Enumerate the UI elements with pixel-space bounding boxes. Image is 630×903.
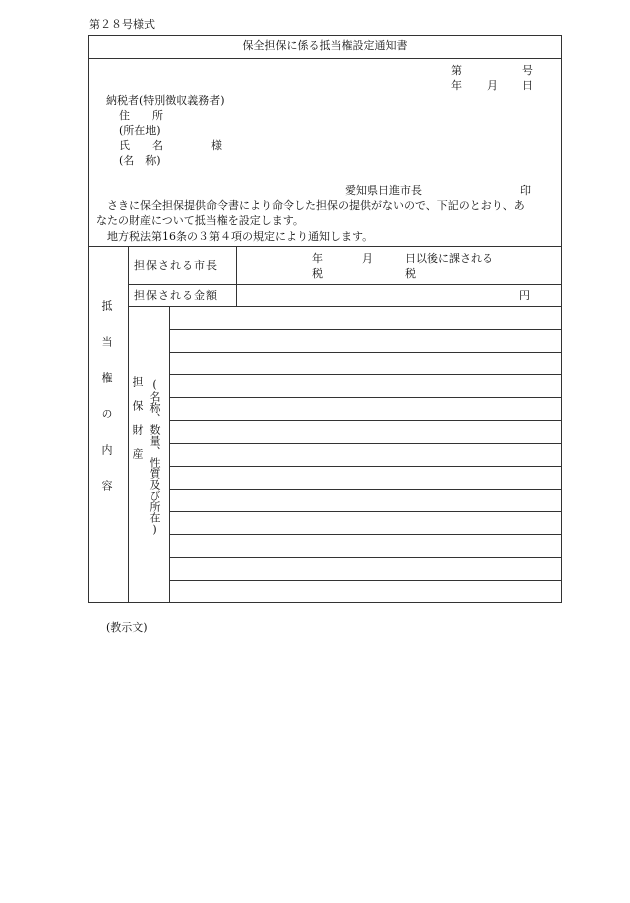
property-label: 担保財産: [131, 376, 144, 472]
row2-bottom-border: [128, 306, 562, 307]
section-label: 抵当権の内容: [100, 300, 113, 516]
property-line-1: [169, 329, 562, 330]
doc-no-prefix: 第: [451, 64, 462, 77]
form-title: 保全担保に係る抵当権設定通知書: [242, 39, 408, 52]
property-sublabel: (名称、数量、性質及び所在): [148, 378, 161, 536]
section-label-divider: [128, 246, 129, 603]
yen-unit: 円: [519, 289, 530, 302]
instruction-note: (教示文): [106, 621, 148, 634]
body-line-2: なたの財産について抵当権を設定します。: [96, 214, 304, 227]
form-number: 第２８号様式: [89, 18, 155, 31]
row1-bottom-border: [128, 284, 562, 285]
date-year: 年: [451, 79, 462, 92]
row1-tax-1: 税: [312, 267, 323, 280]
property-line-6: [169, 443, 562, 444]
date-month: 月: [487, 79, 498, 92]
row2-label: 担保される金額: [134, 289, 218, 302]
recipient-heading: 納税者(特別徴収義務者): [106, 94, 225, 107]
address-label: 住 所: [119, 109, 163, 122]
issuer-name: 愛知県日進市長: [345, 184, 422, 197]
doc-no-suffix: 号: [522, 64, 533, 77]
property-line-8: [169, 489, 562, 490]
body-line-1: さきに保全担保提供命令書により命令した担保の提供がないので、下記のとおり、あ: [107, 199, 525, 212]
property-line-7: [169, 466, 562, 467]
property-line-3: [169, 374, 562, 375]
property-line-10: [169, 534, 562, 535]
body-line-3: 地方税法第16条の３第４項の規定により通知します。: [107, 230, 374, 243]
row1-month: 月: [362, 252, 373, 265]
name-label: 氏 名: [119, 139, 163, 152]
corp-name-label: (名 称): [119, 154, 161, 167]
property-line-9: [169, 511, 562, 512]
property-line-2: [169, 352, 562, 353]
property-line-11: [169, 557, 562, 558]
table-top-border: [88, 246, 562, 247]
property-line-4: [169, 397, 562, 398]
honorific: 様: [211, 139, 222, 152]
seal-mark: 印: [520, 184, 531, 197]
row-label-divider: [236, 246, 237, 306]
row1-year: 年: [312, 252, 323, 265]
location-label: (所在地): [119, 124, 161, 137]
property-line-5: [169, 420, 562, 421]
row1-after: 日以後に課される: [405, 252, 493, 265]
date-day: 日: [522, 79, 533, 92]
property-line-12: [169, 580, 562, 581]
row1-tax-2: 税: [405, 267, 416, 280]
title-divider: [88, 58, 562, 59]
property-label-divider: [169, 306, 170, 603]
row1-label: 担保される市長: [134, 259, 218, 272]
